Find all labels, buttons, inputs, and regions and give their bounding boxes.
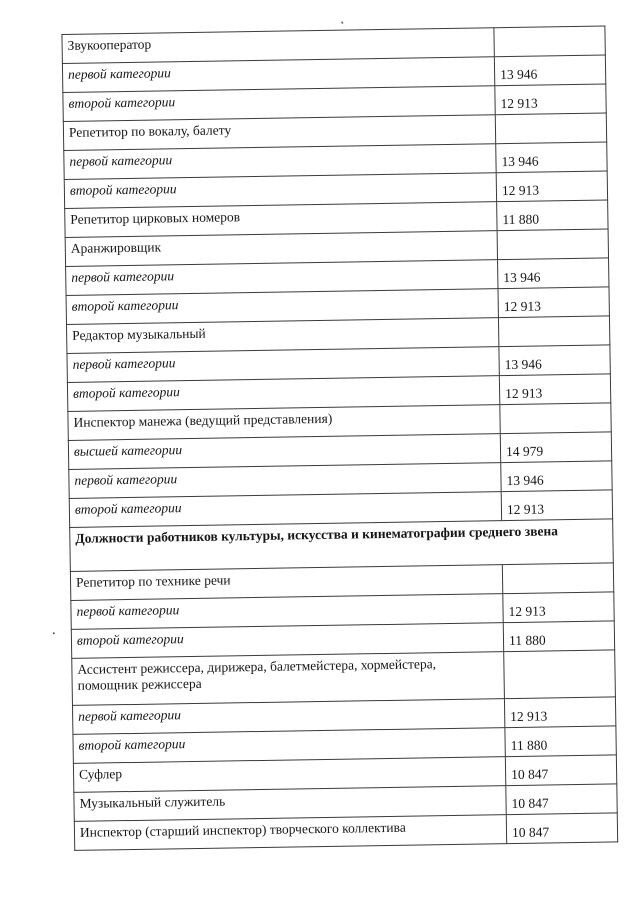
salary-value: 13 946 — [498, 258, 609, 289]
position-title: Инспектор (старший инспектор) творческого коллектива — [74, 815, 506, 851]
salary-value: 12 913 — [496, 171, 607, 202]
salary-value: 10 847 — [506, 784, 617, 815]
salary-table-body — [62, 26, 618, 850]
category-label: второй категории — [64, 173, 496, 209]
position-title: Репетитор по технике речи — [70, 565, 502, 601]
salary-value: 11 880 — [503, 621, 614, 652]
category-label: первой категории — [62, 57, 494, 93]
salary-value — [498, 316, 609, 347]
table-row — [72, 650, 616, 706]
category-label: первой категории — [69, 463, 501, 499]
category-label: первой категории — [64, 144, 496, 180]
salary-value — [504, 650, 616, 699]
salary-value — [497, 229, 608, 260]
position-title: Редактор музыкальный — [66, 318, 498, 354]
salary-value: 12 913 — [495, 84, 606, 115]
salary-value: 13 946 — [501, 461, 612, 492]
salary-value — [495, 113, 606, 144]
scan-speck — [53, 632, 55, 634]
salary-value: 12 913 — [504, 697, 615, 728]
salary-table — [61, 25, 618, 850]
salary-value — [500, 403, 611, 434]
salary-value: 12 913 — [503, 592, 614, 623]
category-label: второй категории — [67, 376, 499, 412]
salary-value: 14 979 — [500, 432, 611, 463]
category-label: первой категории — [66, 260, 498, 296]
salary-value — [502, 563, 613, 594]
position-title: Инспектор манежа (ведущий представления) — [68, 405, 500, 441]
category-label: первой категории — [72, 699, 504, 735]
salary-value: 11 880 — [497, 200, 608, 231]
position-title: Репетитор цирковых номеров — [65, 202, 497, 238]
salary-value: 12 913 — [498, 287, 609, 318]
salary-value — [494, 26, 605, 57]
category-label: второй категории — [71, 623, 503, 659]
position-title: Суфлер — [73, 757, 505, 793]
position-title: Звукооператор — [62, 28, 494, 64]
section-title: Должности работников культуры, искусства и кинематографии среднего звена — [70, 519, 614, 572]
category-label: высшей категории — [68, 434, 500, 470]
position-title: Музыкальный служитель — [74, 786, 506, 822]
salary-value: 13 946 — [494, 55, 605, 86]
position-title: Ассистент режиссера, дирижера, балетмейстера, хормейстера, помощник режиссера — [72, 652, 505, 706]
salary-value: 12 913 — [501, 490, 612, 521]
category-label: второй категории — [69, 492, 501, 528]
scan-speck — [341, 22, 343, 24]
salary-value: 13 946 — [499, 345, 610, 376]
salary-value: 10 847 — [505, 755, 616, 786]
category-label: второй категории — [63, 86, 495, 122]
salary-value: 10 847 — [506, 813, 617, 844]
salary-value: 11 880 — [505, 726, 616, 757]
salary-value: 12 913 — [499, 374, 610, 405]
category-label: второй категории — [73, 728, 505, 764]
salary-value: 13 946 — [496, 142, 607, 173]
position-title: Аранжировщик — [65, 231, 497, 267]
category-label: первой категории — [67, 347, 499, 383]
category-label: первой категории — [71, 594, 503, 630]
category-label: второй категории — [66, 289, 498, 325]
position-title: Репетитор по вокалу, балету — [63, 115, 495, 151]
